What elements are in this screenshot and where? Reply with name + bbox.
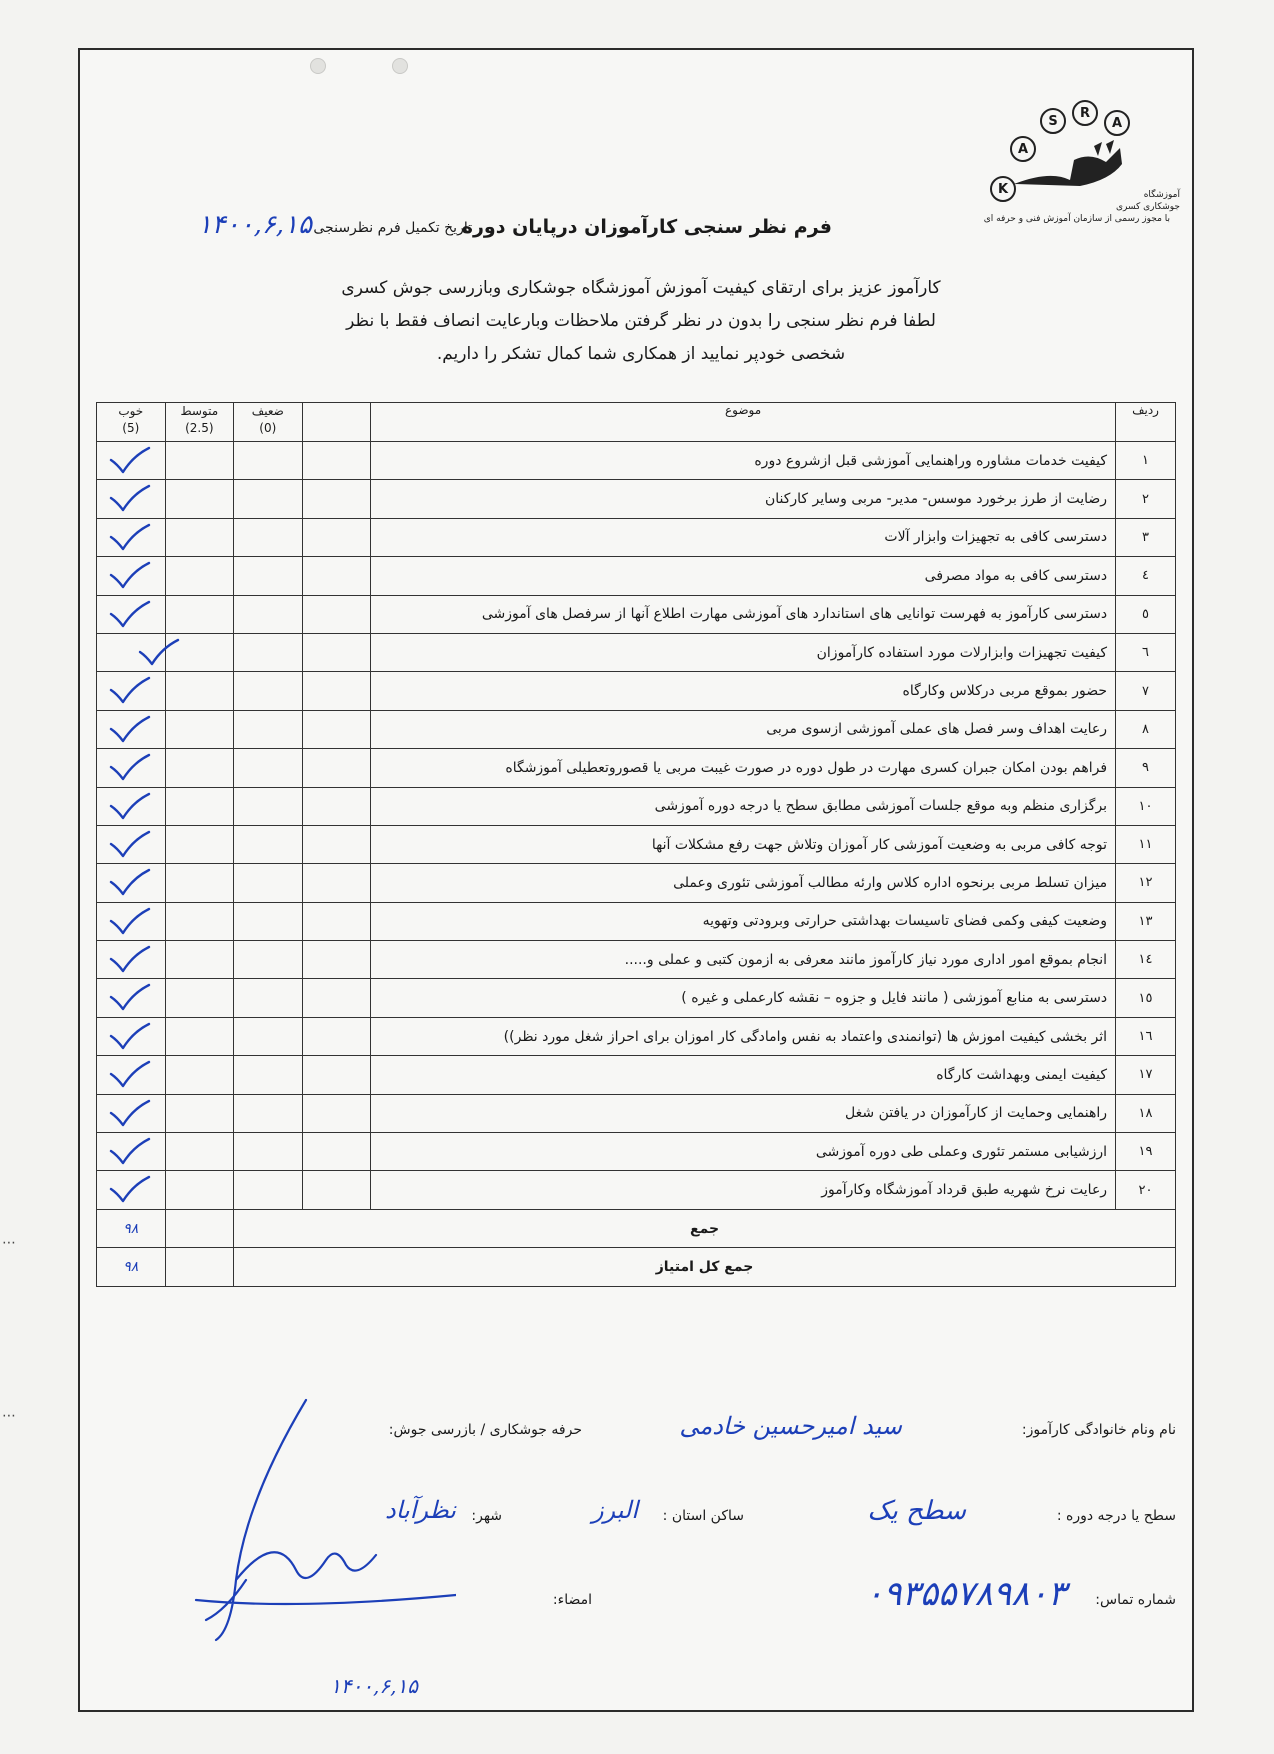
total-medium-cell <box>165 1248 234 1286</box>
weak-cell <box>234 749 303 787</box>
row-number: ۱٦ <box>1116 1017 1176 1055</box>
weak-cell <box>234 787 303 825</box>
good-cell <box>97 633 166 671</box>
total-value: ۹۸ <box>97 1248 166 1286</box>
logo <box>980 80 1180 230</box>
row-blank <box>302 1094 371 1132</box>
row-number: ۱ <box>1116 442 1176 480</box>
good-cell <box>97 557 166 595</box>
good-cell <box>97 1094 166 1132</box>
checkmark-icon <box>107 866 151 898</box>
weak-cell <box>234 1017 303 1055</box>
header-medium <box>165 403 234 442</box>
logo-mark-icon <box>1010 140 1130 190</box>
table-row <box>97 979 1176 1017</box>
good-cell <box>97 825 166 863</box>
row-topic: دسترسی کارآموز به فهرست توانایی های استاندارد های آموزشی مهارت اطلاع آنها از سرفصل های آموزشی <box>371 595 1116 633</box>
survey-table <box>96 402 1176 1287</box>
row-topic: رعایت اهداف وسر فصل های عملی آموزشی ازسوی مربی <box>371 710 1116 748</box>
row-blank <box>302 595 371 633</box>
header-medium-label: متوسط <box>180 404 219 418</box>
medium-cell <box>165 518 234 556</box>
signature-date: ۱۴۰۰,۶,۱۵ <box>330 1674 418 1698</box>
row-topic: وضعیت کیفی وکمی فضای تاسیسات بهداشتی حرارتی وبرودتی وتهویه <box>371 902 1116 940</box>
good-cell <box>97 480 166 518</box>
row-topic: رعایت نرخ شهریه طبق قرداد آموزشگاه وکارآموز <box>371 1171 1116 1209</box>
good-cell <box>97 941 166 979</box>
row-topic: انجام بموقع امور اداری مورد نیاز کارآموز مانند معرفی به ازمون کتبی و عملی و..... <box>371 941 1116 979</box>
row-blank <box>302 1056 371 1094</box>
header-weak-label: ضعیف <box>251 404 284 418</box>
header-good-score: (5) <box>122 421 140 435</box>
checkmark-icon <box>107 751 151 783</box>
row-number: ۸ <box>1116 710 1176 748</box>
good-cell <box>97 1017 166 1055</box>
medium-cell <box>165 442 234 480</box>
table-row <box>97 1056 1176 1094</box>
checkmark-icon <box>107 1173 151 1205</box>
row-topic: کیفیت تجهیزات وابزارلات مورد استفاده کارآموزان <box>371 633 1116 671</box>
row-number: ۱۰ <box>1116 787 1176 825</box>
header-good <box>97 403 166 442</box>
weak-cell <box>234 557 303 595</box>
date-handwritten: ۱۴۰۰,۶,۱۵ <box>197 210 312 240</box>
total-label: جمع کل امتیاز <box>234 1248 1176 1286</box>
header-medium-score: (2.5) <box>185 421 214 435</box>
medium-cell <box>165 710 234 748</box>
weak-cell <box>234 595 303 633</box>
good-cell <box>97 864 166 902</box>
row-topic: توجه کافی مربی به وضعیت آموزشی کار آموزان وتلاش جهت رفع مشکلات آنها <box>371 825 1116 863</box>
row-blank <box>302 902 371 940</box>
checkmark-icon <box>107 943 151 975</box>
row-blank <box>302 1171 371 1209</box>
row-number: ۱۷ <box>1116 1056 1176 1094</box>
table-row <box>97 480 1176 518</box>
row-topic: میزان تسلط مربی برنحوه اداره کلاس وارئه مطالب آموزشی تئوری وعملی <box>371 864 1116 902</box>
weak-cell <box>234 825 303 863</box>
checkmark-icon <box>107 559 151 591</box>
weak-cell <box>234 1171 303 1209</box>
medium-cell <box>165 633 234 671</box>
good-cell <box>97 595 166 633</box>
medium-cell <box>165 787 234 825</box>
punch-hole <box>310 58 326 74</box>
medium-cell <box>165 672 234 710</box>
row-topic: حضور بموقع مربی درکلاس وکارگاه <box>371 672 1116 710</box>
intro-line: لطفا فرم نظر سنجی را بدون در نظر گرفتن ملاحظات وبارعایت انصاف فقط با نظر <box>346 311 936 331</box>
weak-cell <box>234 442 303 480</box>
punch-hole <box>392 58 408 74</box>
table-row <box>97 557 1176 595</box>
weak-cell <box>234 902 303 940</box>
row-topic: کیفیت خدمات مشاوره وراهنمایی آموزشی قبل ازشروع دوره <box>371 442 1116 480</box>
medium-cell <box>165 480 234 518</box>
table-row <box>97 595 1176 633</box>
checkmark-icon <box>107 981 151 1013</box>
row-blank <box>302 518 371 556</box>
header-blank <box>302 403 371 442</box>
trainee-name-label: نام ونام خانوادگی کارآموز: <box>1021 1422 1176 1438</box>
row-topic: دسترسی کافی به مواد مصرفی <box>371 557 1116 595</box>
logo-letter: S <box>1040 108 1066 134</box>
weak-cell <box>234 480 303 518</box>
good-cell <box>97 902 166 940</box>
good-cell <box>97 1171 166 1209</box>
header-row-number: ردیف <box>1116 403 1176 442</box>
row-number: ۱٥ <box>1116 979 1176 1017</box>
medium-cell <box>165 1171 234 1209</box>
intro-line: کارآموز عزیز برای ارتقای کیفیت آموزش آموزشگاه جوشکاری وبازرسی جوش کسری <box>341 278 941 298</box>
table-row <box>97 1133 1176 1171</box>
checkmark-icon <box>107 1020 151 1052</box>
checkmark-icon <box>107 713 151 745</box>
row-number: ۱۳ <box>1116 902 1176 940</box>
medium-cell <box>165 557 234 595</box>
table-row <box>97 941 1176 979</box>
table-row <box>97 1017 1176 1055</box>
phone-label: شماره تماس: <box>1095 1592 1176 1608</box>
checkmark-icon <box>107 598 151 630</box>
medium-cell <box>165 902 234 940</box>
table-row <box>97 633 1176 671</box>
table-row <box>97 442 1176 480</box>
intro-text <box>120 272 1162 371</box>
logo-line2: جوشکاری کسری <box>1115 202 1180 212</box>
row-blank <box>302 442 371 480</box>
weak-cell <box>234 1056 303 1094</box>
row-blank <box>302 710 371 748</box>
table-row <box>97 1094 1176 1132</box>
checkmark-icon <box>107 1135 151 1167</box>
logo-line3: با مجوز رسمی از سازمان آموزش فنی و حرفه ای <box>983 214 1170 224</box>
medium-cell <box>165 979 234 1017</box>
row-blank <box>302 1133 371 1171</box>
logo-letter: R <box>1072 100 1098 126</box>
signature-scribble-icon <box>96 1380 456 1680</box>
weak-cell <box>234 941 303 979</box>
table-row <box>97 518 1176 556</box>
medium-cell <box>165 1133 234 1171</box>
good-cell <box>97 1056 166 1094</box>
table-row <box>97 787 1176 825</box>
table-row <box>97 749 1176 787</box>
checkmark-icon <box>107 521 151 553</box>
row-blank <box>302 480 371 518</box>
row-number: ۱۱ <box>1116 825 1176 863</box>
province-value: البرز <box>591 1496 638 1524</box>
good-cell <box>97 442 166 480</box>
row-number: ۱۹ <box>1116 1133 1176 1171</box>
row-topic: برگزاری منظم وبه موقع جلسات آموزشی مطابق سطح یا درجه دوره آموزشی <box>371 787 1116 825</box>
weak-cell <box>234 979 303 1017</box>
checkmark-icon <box>107 482 151 514</box>
row-blank <box>302 787 371 825</box>
intro-line: شخصی خودپر نمایید از همکاری شما کمال تشکر را داریم. <box>436 344 846 364</box>
signature-label: امضاء: <box>552 1592 592 1608</box>
sum-value: ۹۸ <box>97 1209 166 1247</box>
checkmark-icon <box>107 674 151 706</box>
medium-cell <box>165 825 234 863</box>
date-label: تاریخ تکمیل فرم نظرسنجی <box>313 220 472 236</box>
row-blank <box>302 1017 371 1055</box>
table-row <box>97 710 1176 748</box>
weak-cell <box>234 672 303 710</box>
header-good-label: خوب <box>118 404 144 418</box>
province-label: ساکن استان : <box>662 1508 744 1524</box>
row-number: ٦ <box>1116 633 1176 671</box>
row-blank <box>302 557 371 595</box>
good-cell <box>97 787 166 825</box>
row-blank <box>302 749 371 787</box>
level-value: سطح یک <box>867 1496 966 1526</box>
row-blank <box>302 633 371 671</box>
good-cell <box>97 979 166 1017</box>
table-header <box>97 403 1176 442</box>
row-blank <box>302 825 371 863</box>
checkmark-icon <box>107 1058 151 1090</box>
row-topic: کیفیت ایمنی وبهداشت کارگاه <box>371 1056 1116 1094</box>
weak-cell <box>234 864 303 902</box>
row-number: ۹ <box>1116 749 1176 787</box>
row-blank <box>302 979 371 1017</box>
margin-mark: ⋯ <box>2 1408 16 1424</box>
logo-letter: K <box>990 176 1016 202</box>
row-blank <box>302 672 371 710</box>
table-row <box>97 864 1176 902</box>
good-cell <box>97 518 166 556</box>
form-title: فرم نظر سنجی کارآموزان درپایان دوره <box>461 216 832 238</box>
row-number: ٤ <box>1116 557 1176 595</box>
medium-cell <box>165 595 234 633</box>
header-weak-score: (0) <box>259 421 277 435</box>
row-number: ۳ <box>1116 518 1176 556</box>
checkmark-icon <box>107 828 151 860</box>
row-number: ٥ <box>1116 595 1176 633</box>
checkmark-icon <box>107 905 151 937</box>
row-blank <box>302 864 371 902</box>
trainee-name-value: سید امیرحسین خادمی <box>679 1412 902 1440</box>
table-row <box>97 825 1176 863</box>
table-row <box>97 672 1176 710</box>
phone-value: ۰۹۳۵۵۷۸۹۸۰۳ <box>865 1574 1066 1614</box>
checkmark-icon <box>107 444 151 476</box>
medium-cell <box>165 864 234 902</box>
good-cell <box>97 710 166 748</box>
medium-cell <box>165 749 234 787</box>
logo-letter: A <box>1104 110 1130 136</box>
row-topic: رضایت از طرز برخورد موسس- مدیر- مربی وسایر کارکنان <box>371 480 1116 518</box>
weak-cell <box>234 710 303 748</box>
good-cell <box>97 1133 166 1171</box>
good-cell <box>97 672 166 710</box>
margin-mark: ⋯ <box>2 1235 16 1251</box>
sum-row <box>97 1209 1176 1247</box>
header-weak <box>234 403 303 442</box>
checkmark-icon <box>107 1097 151 1129</box>
table-row <box>97 1171 1176 1209</box>
sum-label: جمع <box>234 1209 1176 1247</box>
row-number: ۱۲ <box>1116 864 1176 902</box>
city-value: نظرآباد <box>385 1496 456 1524</box>
header-topic <box>371 403 1116 442</box>
logo-line1: آموزشگاه <box>1143 190 1180 200</box>
table-row <box>97 902 1176 940</box>
row-topic: فراهم بودن امکان جبران کسری مهارت در طول دوره در صورت غیبت مربی یا قصوروتعطیلی آموزشگاه <box>371 749 1116 787</box>
row-topic: دسترسی کافی به تجهیزات وابزار آلات <box>371 518 1116 556</box>
good-cell <box>97 749 166 787</box>
row-topic: دسترسی به منابع آموزشی ( مانند فایل و جزوه – نقشه کارعملی و غیره ) <box>371 979 1116 1017</box>
header-topic-label: موضوع <box>724 403 762 417</box>
row-number: ۱۸ <box>1116 1094 1176 1132</box>
row-number: ۲۰ <box>1116 1171 1176 1209</box>
weak-cell <box>234 1094 303 1132</box>
weak-cell <box>234 633 303 671</box>
trade-label: حرفه جوشکاری / بازرسی جوش: <box>388 1422 582 1438</box>
row-topic: راهنمایی وحمایت از کارآموزان در یافتن شغل <box>371 1094 1116 1132</box>
weak-cell <box>234 1133 303 1171</box>
city-label: شهر: <box>471 1508 502 1524</box>
row-number: ۲ <box>1116 480 1176 518</box>
sum-medium-cell <box>165 1209 234 1247</box>
row-number: ۱٤ <box>1116 941 1176 979</box>
row-blank <box>302 941 371 979</box>
medium-cell <box>165 1017 234 1055</box>
logo-letter: A <box>1010 136 1036 162</box>
row-number: ۷ <box>1116 672 1176 710</box>
title-row <box>80 212 1192 252</box>
row-topic: اثر بخشی کیفیت اموزش ها (توانمندی واعتماد به نفس وامادگی کار اموزان برای احراز شغل مورد نظر)) <box>371 1017 1116 1055</box>
checkmark-icon <box>107 790 151 822</box>
weak-cell <box>234 518 303 556</box>
medium-cell <box>165 1094 234 1132</box>
row-topic: ارزشیابی مستمر تئوری وعملی طی دوره آموزشی <box>371 1133 1116 1171</box>
medium-cell <box>165 941 234 979</box>
medium-cell <box>165 1056 234 1094</box>
level-label: سطح یا درجه دوره : <box>1056 1508 1176 1524</box>
total-row <box>97 1248 1176 1286</box>
